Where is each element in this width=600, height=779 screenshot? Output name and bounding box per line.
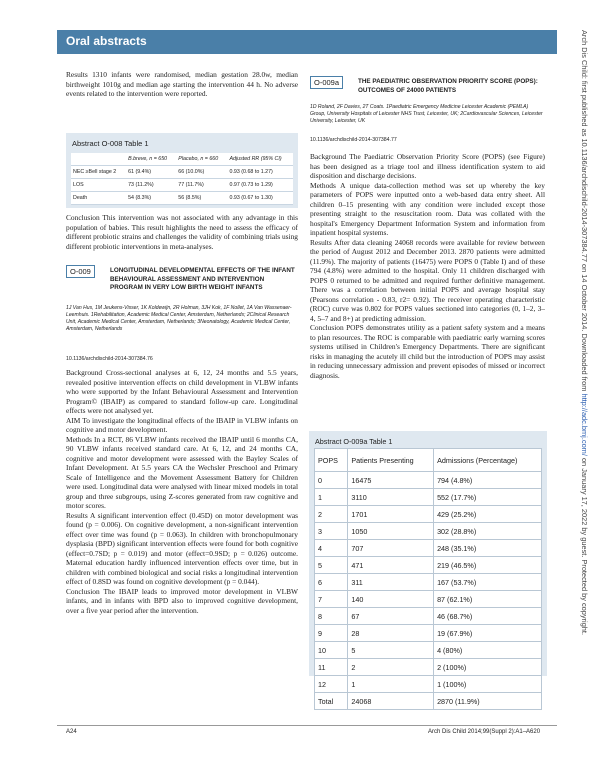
table-cell: 1 (100%) <box>434 676 542 693</box>
table-cell: 707 <box>348 540 434 557</box>
side-link[interactable]: http://adc.bmj.com/ <box>580 393 589 456</box>
table-row <box>315 642 542 659</box>
table-cell: 794 (4.8%) <box>434 472 542 489</box>
table-cell: 140 <box>348 591 434 608</box>
table-row <box>315 506 542 523</box>
results-paragraph: Results After data cleaning 24068 records were available for review between the period of August 2012 and December 2013. 2870 patients were admitted (11.9%). The majority of patients (16475) were POPS 0 (Table I) and of these 794 (4.8%) were admitted to the hospital. Only 11 children discharged with POPS 0 returned to be admitted and required further definitive management. There was a correlation between initial POPS and average hospital stay (Pearsons correlation - 0.83, r2= 0.92). The receiver operating characteristic (ROC) curve was 0.802 for POPS values sectioned into categories (0, 1–2, 3–4, 5–7 and 8+) at predicting admission. <box>310 237 545 323</box>
methods-paragraph: Methods In a RCT, 86 VLBW infants received the IBAIP until 6 months CA, 90 VLBW infants received standard care. At 6, 12, and 24 months CA, cognitive and motor development were assessed with the Bayley Scales of Infant Development. At 5.5 years CA the Wechsler Preschool and Primary Scale of Intelligence and the Movement Assessment Battery for Children were used. Longitudinal data were analysed with linear mixed models in total group and three subgroups, using Z-scores generated from raw cognitive and motor scores. <box>66 434 298 510</box>
conclusion-paragraph: Conclusion The IBAIP leads to improved motor development in VLBW infants, and in infants with BPD also to improved cognitive development, over a five year period after the intervention. <box>66 586 298 615</box>
background-paragraph: Background The Paediatric Observation Priority Score (POPS) (see Figure) has been designed as a triage tool and illness identification system to aid disposition and discharge decisions. <box>310 152 545 180</box>
table-row <box>315 574 542 591</box>
table-cell: 2 <box>348 659 434 676</box>
table-cell: 9 <box>315 625 348 642</box>
table-cell: 552 (17.7%) <box>434 489 542 506</box>
table-cell: 248 (35.1%) <box>434 540 542 557</box>
table-cell: 167 (53.7%) <box>434 574 542 591</box>
table-row <box>71 179 293 192</box>
table-header: POPS <box>315 449 348 472</box>
results-paragraph: Results A significant intervention effect (0.45D) on motor development was found (p = 0.006). On cognitive development, a non-significant intervention effect over time was found (p = 0.063). In children with bronchopulmonary dysplasia (BPD) significant intervention effects were found for both cognitive (effect=0.7SD; p = 0.019) and motor (effect=0.9SD; p = 0.026) outcome. Maternal education hardly influenced intervention effects over time, but in children with combined biological and social risks a longitudinal intervention effect of 0.8SD was found on cognitive development (p = 0.044). <box>66 510 298 586</box>
table-header <box>71 153 126 166</box>
table-row <box>315 523 542 540</box>
table-cell: 54 (8.3%) <box>126 192 176 205</box>
table-header: B.breve, n = 650 <box>126 153 176 166</box>
abstract-authors: 1J Van Hus, 1M Jeukens-Visser, 1K Koldewijn, 2R Holman, 3JH Kok, 1F Nollet, 1A Van Wassenaer-Leemhuis. 1Rehabilitation, Academic Medical Center, Amsterdam, Netherlands; 2Clinical Research Unit, Academic Medical Center, Amsterdam, Netherlands; 3Neonatology, Academic Medical Center, Amsterdam, Netherlands <box>66 305 292 332</box>
side-text-part: on January 17, 2022 by guest. Protected by copyright. <box>580 455 589 636</box>
table-title: Abstract O-008 Table 1 <box>72 139 149 148</box>
abstract-authors: 1D Roland, 2F Davies, 2T Coats. 1Paediatric Emergency Medicine Leicester Academic (PEMLA) Group, University Hospitals of Leicester NHS Trust, Leicester, UK; 2Cardiovascular Sciences, Leicester University, Leicester, UK <box>310 104 543 124</box>
side-text <box>580 30 589 635</box>
table-cell: 2 (100%) <box>434 659 542 676</box>
table-cell: 67 <box>348 608 434 625</box>
table-cell: NEC ≥Bell stage 2 <box>71 166 126 179</box>
table-row <box>315 659 542 676</box>
table-header: Adjusted RR (95% CI) <box>228 153 293 166</box>
side-copyright <box>577 30 589 720</box>
aim-paragraph: AIM To investigate the longitudinal effects of the IBAIP in VLBW infants on cognitive and motor development. <box>66 415 298 434</box>
table-grid <box>314 448 542 710</box>
table-cell: 10 <box>315 642 348 659</box>
table-cell: Total <box>315 693 348 710</box>
abstract-id: O-009 <box>66 265 95 278</box>
table-cell: 1050 <box>348 523 434 540</box>
table-cell: 61 (9.4%) <box>126 166 176 179</box>
abstract-body <box>66 368 298 615</box>
table-cell: 66 (10.0%) <box>176 166 227 179</box>
table-cell: 3 <box>315 523 348 540</box>
table-cell: 0 <box>315 472 348 489</box>
table-cell: 1 <box>348 676 434 693</box>
section-title: Oral abstracts <box>66 34 147 48</box>
table-cell: 12 <box>315 676 348 693</box>
results-paragraph: Results 1310 infants were randomised, median gestation 28.0w, median birthweight 1010g and median age starting the intervention 44 h. No adverse events related to the intervention were reported. <box>66 70 298 98</box>
table-cell: 11 <box>315 659 348 676</box>
table-row <box>315 591 542 608</box>
table-cell: 429 (25.2%) <box>434 506 542 523</box>
abstract-body <box>310 152 545 380</box>
methods-paragraph: Methods A unique data-collection method was set up whereby the key parameters of POPS were inputted onto a web-based data entry sheet. All children 0–15 presenting with any condition were included except those presenting straight to the resuscitation room. Data was collated with the hospital's Emergency Department Information System and information from inpatient hospital systems. <box>310 180 545 237</box>
abstract-title: LONGITUDINAL DEVELOPMENTAL EFFECTS OF THE INFANT BEHAVIOURAL ASSESSMENT AND INTERVENTION PROGRAM IN VERY LOW BIRTH WEIGHT INFANTS <box>110 267 295 291</box>
table-o008 <box>66 133 298 208</box>
table-cell: 1701 <box>348 506 434 523</box>
table-cell: 7 <box>315 591 348 608</box>
conclusion-paragraph: Conclusion POPS demonstrates utility as a patient safety system and a means to plan resources. The ROC is comparable with paediatric early warning scores systems utilised in Children's Emergency Departments. There are significant risks in managing the acutely ill child but the introduction of POPS may assist in reducing unnecessary admission and prevent episodes of missed or incorrect diagnosis. <box>310 323 545 380</box>
table-row <box>315 557 542 574</box>
table-header: Patients Presenting <box>348 449 434 472</box>
table-cell: 1 <box>315 489 348 506</box>
table-cell: 0.93 (0.67 to 1.30) <box>228 192 293 205</box>
table-cell: 73 (11.2%) <box>126 179 176 192</box>
table-cell: 471 <box>348 557 434 574</box>
table-cell: 2870 (11.9%) <box>434 693 542 710</box>
table-row <box>71 166 293 179</box>
side-text-part: Arch Dis Child: first published as 10.1136/archdischild-2014-307384.77 on 14 October 2014. Downloaded from <box>580 30 589 394</box>
table-cell: 8 <box>315 608 348 625</box>
table-cell: 219 (46.5%) <box>434 557 542 574</box>
table-row <box>315 472 542 489</box>
table-cell: 19 (67.9%) <box>434 625 542 642</box>
table-row <box>315 489 542 506</box>
abstract-doi: 10.1136/archdischild-2014-307384.76 <box>66 356 153 362</box>
table-cell: 0.93 (0.68 to 1.27) <box>228 166 293 179</box>
table-cell: 56 (8.5%) <box>176 192 227 205</box>
table-row <box>315 540 542 557</box>
conclusion-paragraph: Conclusion This intervention was not associated with any advantage in this population of babies. This result highlights the need to assess the efficacy of different probiotic strains and challenges the validity of combining trials using different probiotic interventions in meta-analyses. <box>66 213 298 251</box>
table-cell: 0.97 (0.73 to 1.29) <box>228 179 293 192</box>
table-o009a <box>309 431 547 706</box>
table-cell: 4 <box>315 540 348 557</box>
table-cell: 87 (62.1%) <box>434 591 542 608</box>
table-cell: 2 <box>315 506 348 523</box>
table-row <box>315 693 542 710</box>
table-cell: LOS <box>71 179 126 192</box>
table-cell: 24068 <box>348 693 434 710</box>
table-title: Abstract O-009a Table 1 <box>315 437 393 446</box>
table-cell: 77 (11.7%) <box>176 179 227 192</box>
table-cell: 5 <box>315 557 348 574</box>
table-grid <box>71 153 293 205</box>
table-cell: 4 (80%) <box>434 642 542 659</box>
background-paragraph: Background Cross-sectional analyses at 6, 12, 24 months and 5.5 years, revealed positive intervention effects on child development in VLBW infants who were supported by the Infant Behavioural Assessment and Intervention Program© (IBAIP) as compared to standard follow-up care. Longitudinal effects were not analysed yet. <box>66 368 298 415</box>
table-cell: 311 <box>348 574 434 591</box>
page-number: A24 <box>66 729 77 735</box>
table-cell: Death <box>71 192 126 205</box>
table-cell: 46 (68.7%) <box>434 608 542 625</box>
table-cell: 302 (28.8%) <box>434 523 542 540</box>
footer-rule <box>57 725 557 726</box>
abstract-id: O-009a <box>310 76 343 89</box>
table-cell: 3110 <box>348 489 434 506</box>
abstract-doi: 10.1136/archdischild-2014-307384.77 <box>310 137 397 143</box>
abstract-title: THE PAEDIATRIC OBSERVATION PRIORITY SCORE (POPS): OUTCOMES OF 24000 PATIENTS <box>358 78 538 94</box>
table-header: Admissions (Percentage) <box>434 449 542 472</box>
table-cell: 28 <box>348 625 434 642</box>
table-row <box>315 676 542 693</box>
table-cell: 16475 <box>348 472 434 489</box>
table-row <box>315 625 542 642</box>
table-row <box>315 608 542 625</box>
table-header: Placebo, n = 660 <box>176 153 227 166</box>
journal-citation: Arch Dis Child 2014;99(Suppl 2):A1–A620 <box>428 729 541 735</box>
table-cell: 6 <box>315 574 348 591</box>
table-cell: 5 <box>348 642 434 659</box>
table-row <box>71 192 293 205</box>
